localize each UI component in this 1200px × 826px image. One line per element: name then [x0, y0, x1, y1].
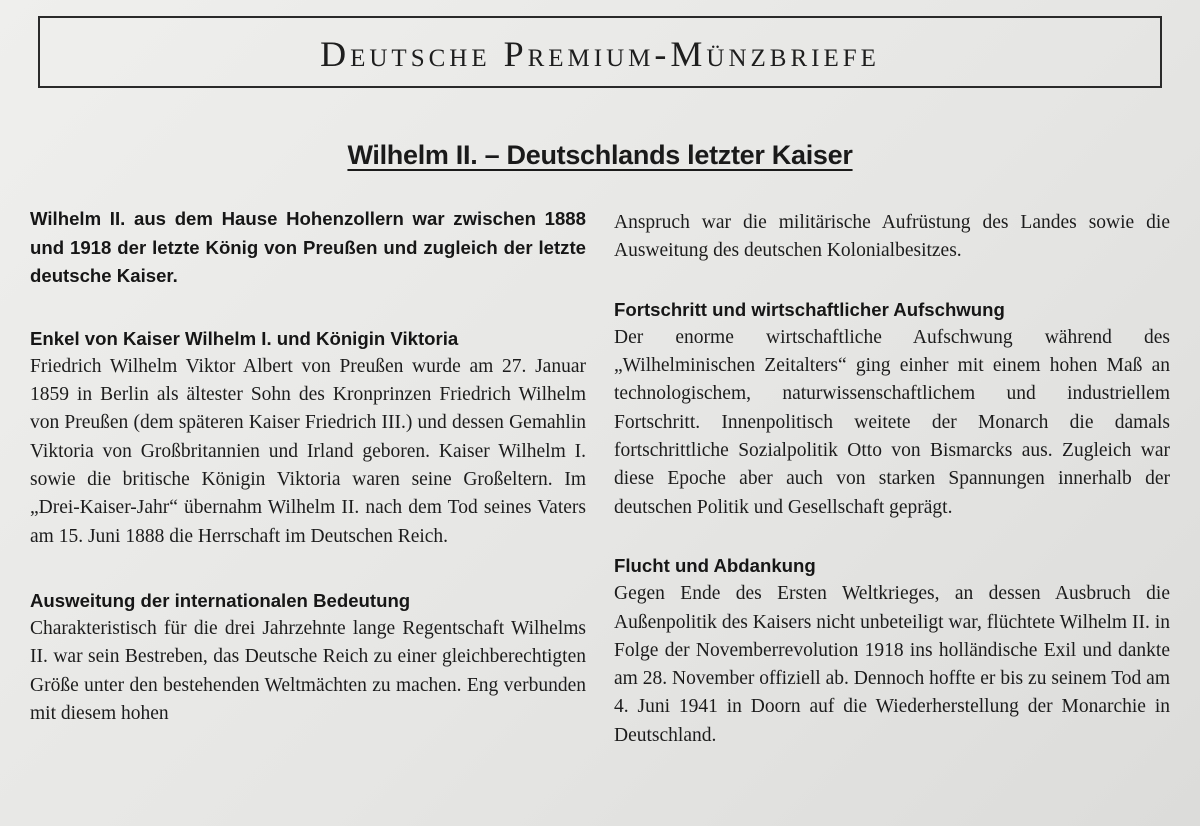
section-text-ancestry: Friedrich Wilhelm Viktor Albert von Preußen wurde am 27. Januar 1859 in Berlin als ältester Sohn des Kronprinzen Friedrich Wilhelm von Preußen (dem späteren Kaiser Friedrich III.) und dessen Gemahlin Viktoria von Großbritannien und Irland geboren. Kaiser Wilhelm I. sowie die britische Königin Viktoria waren seine Großeltern. Im „Drei-Kaiser-Jahr“ übernahm Wilhelm II. nach dem Tod seines Vaters am 15. Juni 1888 die Herrschaft im Deutschen Reich. — [30, 355, 586, 547]
section-text-abdication: Gegen Ende des Ersten Weltkrieges, an dessen Ausbruch die Außenpolitik des Kaisers nicht unbeteiligt war, flüchtete Wilhelm II. in Folge der Novemberrevolution 1918 ins holländische Exil und dankte am 28. November offiziell ab. Dennoch hoffte er bis zu seinem Tod am 4. Juni 1941 in Doorn auf die Wiederherstellung der Monarchie in Deutschland. — [614, 583, 1170, 746]
spacer — [614, 522, 1170, 552]
section-heading-progress: Fortschritt und wirtschaftlicher Aufschwung — [614, 298, 1005, 320]
page-title — [0, 140, 1200, 171]
page-title-text: Wilhelm II. – Deutschlands letzter Kaiser — [347, 140, 853, 170]
header-frame — [38, 16, 1162, 88]
section-heading-international: Ausweitung der internationalen Bedeutung — [30, 589, 411, 611]
spacer — [30, 551, 586, 587]
spacer — [30, 291, 586, 325]
left-column — [30, 205, 586, 728]
header-title: Deutsche Premium-Münzbriefe — [320, 34, 880, 74]
right-column — [614, 209, 1170, 750]
section-text-international: Charakteristisch für die drei Jahrzehnte lange Regentschaft Wilhelms II. war sein Bestreben, das Deutsche Reich zu einer gleichberechtigten Größe unter den bestehenden Weltmächten zu machen. Eng verbunden mit diesem hohen — [30, 618, 586, 725]
section-heading-ancestry: Enkel von Kaiser Wilhelm I. und Königin Viktoria — [30, 327, 459, 349]
section-text-progress: Der enorme wirtschaftliche Aufschwung während des „Wilhelminischen Zeitalters“ ging einher mit einem hohen Maß an technologischem, naturwissenschaftlichem und industriellem Fortschritt. Innenpolitisch weitete der Monarch die damals fortschrittliche Sozialpolitik Otto von Bismarcks aus. Zugleich war diese Epoche aber auch von starken Spannungen innerhalb der deutschen Politik und Gesellschaft geprägt. — [614, 326, 1170, 518]
continuation-paragraph: Anspruch war die militärische Aufrüstung des Landes sowie die Ausweitung des deutschen Kolonialbesitzes. — [614, 212, 1170, 262]
intro-paragraph: Wilhelm II. aus dem Hause Hohenzollern war zwischen 1888 und 1918 der letzte König von Preußen und zugleich der letzte deutsche Kaiser. — [30, 208, 586, 286]
spacer — [614, 266, 1170, 296]
section-heading-abdication: Flucht und Abdankung — [614, 554, 816, 576]
